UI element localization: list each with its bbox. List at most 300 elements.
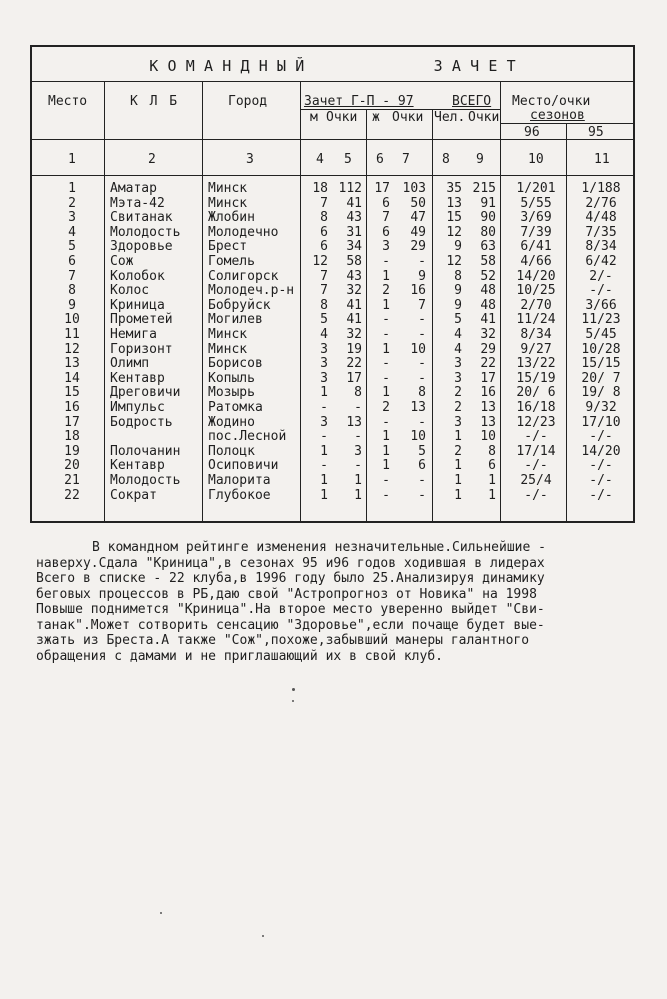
cell-women-points: 29 <box>410 239 426 255</box>
cell-members: 1 <box>454 429 462 445</box>
cell-club: Молодость <box>110 224 181 240</box>
col-number-10: 10 <box>528 152 544 167</box>
header-mesto-ochki: Место/очки <box>512 94 591 109</box>
paragraph-line: зжать из Бреста.А также "Сож",похоже,забывший манеры галантного <box>36 633 530 648</box>
cell-season-96: 3/69 <box>520 210 552 226</box>
cell-place: 19 <box>64 443 80 459</box>
cell-season-95: 2/- <box>589 268 613 284</box>
cell-place: 14 <box>64 370 80 386</box>
cell-city: Могилев <box>208 312 263 328</box>
cell-women: - <box>382 312 390 328</box>
col-number-9: 9 <box>476 152 484 167</box>
cell-men-points: 41 <box>346 297 362 313</box>
cell-club: Криница <box>110 297 165 313</box>
header-vsego: ВСЕГО <box>452 94 492 109</box>
cell-members: 13 <box>446 195 462 211</box>
cell-place: 21 <box>64 473 80 488</box>
cell-members: 1 <box>454 473 462 488</box>
cell-total-points: 22 <box>480 356 496 372</box>
cell-season-96: 11/24 <box>516 312 556 328</box>
cell-women-points: - <box>418 312 426 328</box>
cell-women: 1 <box>382 341 390 357</box>
cell-women-points: - <box>418 254 426 269</box>
cell-season-96: 1/201 <box>516 181 556 196</box>
cell-season-95: 7/35 <box>585 224 617 240</box>
cell-city: пос.Лесной <box>208 429 287 445</box>
cell-club: Прометей <box>110 312 173 328</box>
cell-women: - <box>382 370 390 386</box>
cell-season-95: -/- <box>589 473 613 488</box>
cell-members: 3 <box>454 356 462 372</box>
cell-women-points: 10 <box>410 341 426 357</box>
cell-members: 1 <box>454 458 462 474</box>
col-number-2: 2 <box>148 152 156 167</box>
cell-members: 12 <box>446 224 462 240</box>
cell-men: - <box>320 400 328 415</box>
header-ochki-total: Очки <box>468 110 500 125</box>
paragraph-line: В командном рейтинге изменения незначительные.Сильнейшие - <box>92 540 546 555</box>
table-row <box>32 371 637 385</box>
cell-club: Колобок <box>110 268 165 284</box>
cell-women-points: 7 <box>418 297 426 313</box>
table-title-word-1: К О М А Н Д Н Ы Й <box>149 57 305 75</box>
cell-men: 3 <box>320 370 328 386</box>
cell-men-points: 43 <box>346 210 362 226</box>
cell-women: 2 <box>382 400 390 415</box>
cell-total-points: 1 <box>488 487 496 503</box>
table-row <box>32 312 637 326</box>
table-row <box>32 210 637 224</box>
header-club: К Л Б <box>130 94 180 109</box>
cell-men-points: 58 <box>346 254 362 269</box>
cell-men: 12 <box>312 254 328 269</box>
cell-city: Солигорск <box>208 268 279 284</box>
cell-club: Колос <box>110 283 150 299</box>
cell-women: - <box>382 473 390 488</box>
cell-place: 10 <box>64 312 80 328</box>
col-number-11: 11 <box>594 152 610 167</box>
cell-place: 2 <box>68 195 76 211</box>
cell-total-points: 91 <box>480 195 496 211</box>
cell-total-points: 17 <box>480 370 496 386</box>
cell-women-points: - <box>418 327 426 342</box>
cell-men-points: 17 <box>346 370 362 386</box>
cell-men-points: 41 <box>346 312 362 328</box>
cell-club: Свитанак <box>110 210 173 226</box>
cell-women: 1 <box>382 429 390 445</box>
cell-total-points: 13 <box>480 400 496 415</box>
cell-men-points: 8 <box>354 385 362 401</box>
table-row <box>32 429 637 443</box>
cell-men: 18 <box>312 181 328 196</box>
col-number-5: 5 <box>344 152 352 167</box>
cell-women-points: - <box>418 356 426 372</box>
cell-men-points: 43 <box>346 268 362 284</box>
cell-club: Кентавр <box>110 370 165 386</box>
cell-city: Гомель <box>208 254 255 269</box>
cell-season-95: 9/32 <box>585 400 617 415</box>
cell-men-points: 19 <box>346 341 362 357</box>
cell-season-95: 6/42 <box>585 254 617 269</box>
cell-city: Жодино <box>208 414 255 430</box>
cell-club: Сократ <box>110 487 157 503</box>
paragraph-line: Повыше поднимется "Криница".На второе место уверенно выйдет "Сви- <box>36 602 545 617</box>
cell-city: Глубокое <box>208 487 271 503</box>
cell-total-points: 63 <box>480 239 496 255</box>
cell-season-96: 16/18 <box>516 400 556 415</box>
cell-men: 8 <box>320 297 328 313</box>
table-row <box>32 342 637 356</box>
cell-men-points: - <box>354 400 362 415</box>
table-row <box>32 181 637 195</box>
cell-season-96: 5/55 <box>520 195 552 211</box>
scan-speck <box>292 688 295 691</box>
cell-season-95: 3/66 <box>585 297 617 313</box>
table-row <box>32 458 637 472</box>
cell-members: 1 <box>454 487 462 503</box>
table-row <box>32 254 637 268</box>
cell-men: 6 <box>320 239 328 255</box>
cell-women-points: 47 <box>410 210 426 226</box>
team-standings-table <box>30 45 635 523</box>
cell-men: 1 <box>320 487 328 503</box>
cell-men-points: 1 <box>354 473 362 488</box>
cell-members: 9 <box>454 283 462 299</box>
cell-members: 3 <box>454 414 462 430</box>
header-m: м <box>310 110 318 125</box>
paragraph-line: наверху.Сдала "Криница",в сезонах 95 и96 годов ходившая в лидерах <box>36 555 545 571</box>
cell-men-points: 22 <box>346 356 362 372</box>
cell-women: 1 <box>382 268 390 284</box>
cell-season-96: 4/66 <box>520 254 552 269</box>
cell-place: 18 <box>64 429 80 445</box>
cell-season-95: 10/28 <box>581 341 621 357</box>
cell-season-95: 14/20 <box>581 443 621 459</box>
cell-season-95: 15/15 <box>581 356 621 372</box>
cell-total-points: 41 <box>480 312 496 328</box>
cell-season-95: 1/188 <box>581 181 621 196</box>
table-row <box>32 298 637 312</box>
cell-season-95: -/- <box>589 429 613 445</box>
cell-men: 1 <box>320 473 328 488</box>
paragraph-line: Всего в списке - 22 клуба,в 1996 году было 25.Анализируя динамику <box>36 571 545 586</box>
column-number-divider <box>32 175 633 176</box>
table-row <box>32 473 637 487</box>
cell-club: Полочанин <box>110 443 181 459</box>
cell-season-95: 17/10 <box>581 414 621 430</box>
cell-season-96: -/- <box>524 487 548 503</box>
cell-season-96: 12/23 <box>516 414 556 430</box>
cell-women: - <box>382 327 390 342</box>
cell-total-points: 6 <box>488 458 496 474</box>
col-number-4: 4 <box>316 152 324 167</box>
cell-women-points: 8 <box>418 385 426 401</box>
commentary-paragraph <box>36 540 650 664</box>
cell-season-95: 20/ 7 <box>581 370 621 386</box>
header-chel: Чел. <box>434 110 466 125</box>
title-divider <box>32 81 633 82</box>
header-year-96: 96 <box>524 125 540 140</box>
cell-place: 3 <box>68 210 76 226</box>
cell-season-95: 5/45 <box>585 327 617 342</box>
cell-members: 3 <box>454 370 462 386</box>
cell-place: 1 <box>68 181 76 196</box>
cell-men: 3 <box>320 414 328 430</box>
cell-women: - <box>382 254 390 269</box>
cell-total-points: 52 <box>480 268 496 284</box>
cell-place: 15 <box>64 385 80 401</box>
table-row <box>32 415 637 429</box>
table-row <box>32 400 637 414</box>
cell-women: 1 <box>382 385 390 401</box>
cell-total-points: 8 <box>488 443 496 459</box>
cell-place: 22 <box>64 487 80 503</box>
cell-place: 8 <box>68 283 76 299</box>
cell-members: 8 <box>454 268 462 284</box>
cell-city: Ратомка <box>208 400 263 415</box>
cell-men: - <box>320 429 328 445</box>
cell-men-points: 32 <box>346 283 362 299</box>
cell-club: Здоровье <box>110 239 173 255</box>
cell-women-points: - <box>418 414 426 430</box>
cell-women: 1 <box>382 458 390 474</box>
cell-place: 6 <box>68 254 76 269</box>
header-ochki-zh: Очки <box>392 110 424 125</box>
cell-club: Олимп <box>110 356 150 372</box>
table-row <box>32 225 637 239</box>
cell-men: 6 <box>320 224 328 240</box>
cell-total-points: 80 <box>480 224 496 240</box>
cell-members: 15 <box>446 210 462 226</box>
cell-city: Жлобин <box>208 210 255 226</box>
cell-season-95: -/- <box>589 487 613 503</box>
cell-season-96: 15/19 <box>516 370 556 386</box>
cell-season-96: 13/22 <box>516 356 556 372</box>
cell-city: Бобруйск <box>208 297 271 313</box>
cell-women-points: - <box>418 473 426 488</box>
cell-members: 9 <box>454 297 462 313</box>
table-row <box>32 385 637 399</box>
cell-season-96: -/- <box>524 429 548 445</box>
cell-club: Сож <box>110 254 134 269</box>
cell-total-points: 16 <box>480 385 496 401</box>
table-row <box>32 444 637 458</box>
cell-season-96: 14/20 <box>516 268 556 284</box>
cell-women: 17 <box>374 181 390 196</box>
table-row <box>32 327 637 341</box>
cell-season-96: 8/34 <box>520 327 552 342</box>
cell-women-points: 10 <box>410 429 426 445</box>
cell-city: Брест <box>208 239 248 255</box>
cell-women: 6 <box>382 224 390 240</box>
cell-members: 9 <box>454 239 462 255</box>
paragraph-line: обращения с дамами и не приглашающий их в свой клуб. <box>36 648 443 664</box>
cell-total-points: 48 <box>480 297 496 313</box>
cell-city: Минск <box>208 341 248 357</box>
cell-city: Минск <box>208 195 248 211</box>
cell-men: 1 <box>320 385 328 401</box>
col-number-3: 3 <box>246 152 254 167</box>
table-row <box>32 488 637 502</box>
cell-season-96: 2/70 <box>520 297 552 313</box>
cell-women-points: - <box>418 370 426 386</box>
cell-women-points: 16 <box>410 283 426 299</box>
cell-women-points: - <box>418 487 426 503</box>
header-divider <box>32 139 633 140</box>
cell-season-95: 2/76 <box>585 195 617 211</box>
cell-men: 4 <box>320 327 328 342</box>
cell-city: Мозырь <box>208 385 255 401</box>
cell-club: Дреговичи <box>110 385 181 401</box>
header-ochki-m: Очки <box>326 110 358 125</box>
cell-women-points: 49 <box>410 224 426 240</box>
cell-season-96: 17/14 <box>516 443 556 459</box>
cell-place: 7 <box>68 268 76 284</box>
cell-members: 5 <box>454 312 462 328</box>
cell-total-points: 32 <box>480 327 496 342</box>
cell-season-96: 6/41 <box>520 239 552 255</box>
cell-women: 1 <box>382 443 390 459</box>
cell-total-points: 1 <box>488 473 496 488</box>
cell-men: 8 <box>320 210 328 226</box>
cell-club: Немига <box>110 327 157 342</box>
cell-total-points: 90 <box>480 210 496 226</box>
header-year-95: 95 <box>588 125 604 140</box>
cell-season-96: 20/ 6 <box>516 385 556 401</box>
col-number-7: 7 <box>402 152 410 167</box>
cell-members: 4 <box>454 341 462 357</box>
col-number-8: 8 <box>442 152 450 167</box>
cell-men: 3 <box>320 341 328 357</box>
cell-city: Полоцк <box>208 443 255 459</box>
col-number-6: 6 <box>376 152 384 167</box>
cell-members: 2 <box>454 400 462 415</box>
header-city: Город <box>228 94 268 109</box>
table-row <box>32 356 637 370</box>
cell-men: 7 <box>320 268 328 284</box>
cell-men-points: 32 <box>346 327 362 342</box>
cell-members: 2 <box>454 385 462 401</box>
cell-season-95: -/- <box>589 283 613 299</box>
cell-men: 5 <box>320 312 328 328</box>
table-row <box>32 196 637 210</box>
cell-women-points: 103 <box>402 181 426 196</box>
table-row <box>32 269 637 283</box>
cell-total-points: 215 <box>472 181 496 196</box>
cell-season-95: 19/ 8 <box>581 385 621 401</box>
scan-speck <box>292 700 294 702</box>
cell-men: 1 <box>320 443 328 459</box>
cell-season-96: 7/39 <box>520 224 552 240</box>
cell-place: 5 <box>68 239 76 255</box>
table-row <box>32 239 637 253</box>
cell-club: Бодрость <box>110 414 173 430</box>
cell-place: 16 <box>64 400 80 415</box>
cell-women: 7 <box>382 210 390 226</box>
cell-season-96: 9/27 <box>520 341 552 357</box>
cell-city: Минск <box>208 327 248 342</box>
cell-club: Горизонт <box>110 341 173 357</box>
header-zh: ж <box>372 110 380 125</box>
cell-club: Импульс <box>110 400 165 415</box>
cell-place: 4 <box>68 224 76 240</box>
cell-men-points: 3 <box>354 443 362 459</box>
header-sezonov: сезонов <box>530 108 585 123</box>
paragraph-line: танак".Может сотворить сенсацию "Здоровье",если почаще будет вые- <box>36 617 545 633</box>
cell-total-points: 48 <box>480 283 496 299</box>
cell-place: 12 <box>64 341 80 357</box>
cell-men-points: 34 <box>346 239 362 255</box>
cell-women-points: 13 <box>410 400 426 415</box>
cell-place: 11 <box>64 327 80 342</box>
cell-men: - <box>320 458 328 474</box>
cell-women: - <box>382 414 390 430</box>
cell-season-95: 8/34 <box>585 239 617 255</box>
cell-women-points: 50 <box>410 195 426 211</box>
cell-men-points: 1 <box>354 487 362 503</box>
cell-city: Борисов <box>208 356 263 372</box>
cell-season-96: 10/25 <box>516 283 556 299</box>
cell-club: Молодость <box>110 473 181 488</box>
cell-women: 2 <box>382 283 390 299</box>
cell-total-points: 10 <box>480 429 496 445</box>
cell-place: 17 <box>64 414 80 430</box>
cell-men-points: - <box>354 429 362 445</box>
cell-women-points: 6 <box>418 458 426 474</box>
paragraph-line: беговых процессов в РБ,даю свой "Астропрогноз от Новика" на 1998 <box>36 586 537 602</box>
cell-women: - <box>382 487 390 503</box>
col-number-1: 1 <box>68 152 76 167</box>
cell-members: 4 <box>454 327 462 342</box>
cell-club: Мэта-42 <box>110 195 165 211</box>
scan-speck <box>160 912 162 914</box>
cell-season-95: 4/48 <box>585 210 617 226</box>
cell-total-points: 29 <box>480 341 496 357</box>
cell-season-96: 25/4 <box>520 473 552 488</box>
header-place: Место <box>48 94 88 109</box>
cell-city: Минск <box>208 181 248 196</box>
cell-members: 12 <box>446 254 462 269</box>
cell-total-points: 13 <box>480 414 496 430</box>
cell-men: 3 <box>320 356 328 372</box>
cell-men-points: 41 <box>346 195 362 211</box>
cell-place: 20 <box>64 458 80 474</box>
cell-season-96: -/- <box>524 458 548 474</box>
cell-city: Молодеч.р-н <box>208 283 295 299</box>
cell-men-points: - <box>354 458 362 474</box>
cell-club: Аматар <box>110 181 157 196</box>
cell-members: 2 <box>454 443 462 459</box>
cell-place: 13 <box>64 356 80 372</box>
table-title-word-2: З А Ч Е Т <box>433 57 516 75</box>
header-zachet: Зачет Г-П - 97 <box>304 94 414 109</box>
table-row <box>32 283 637 297</box>
scan-speck <box>262 935 264 937</box>
cell-city: Осиповичи <box>208 458 279 474</box>
cell-city: Малорита <box>208 473 271 488</box>
cell-club: Кентавр <box>110 458 165 474</box>
cell-city: Копыль <box>208 370 255 386</box>
cell-men-points: 112 <box>338 181 362 196</box>
cell-men: 7 <box>320 195 328 211</box>
cell-women: 3 <box>382 239 390 255</box>
cell-men: 7 <box>320 283 328 299</box>
cell-members: 35 <box>446 181 462 196</box>
cell-men-points: 13 <box>346 414 362 430</box>
cell-women: - <box>382 356 390 372</box>
cell-city: Молодечно <box>208 224 279 240</box>
table-title <box>32 57 633 75</box>
